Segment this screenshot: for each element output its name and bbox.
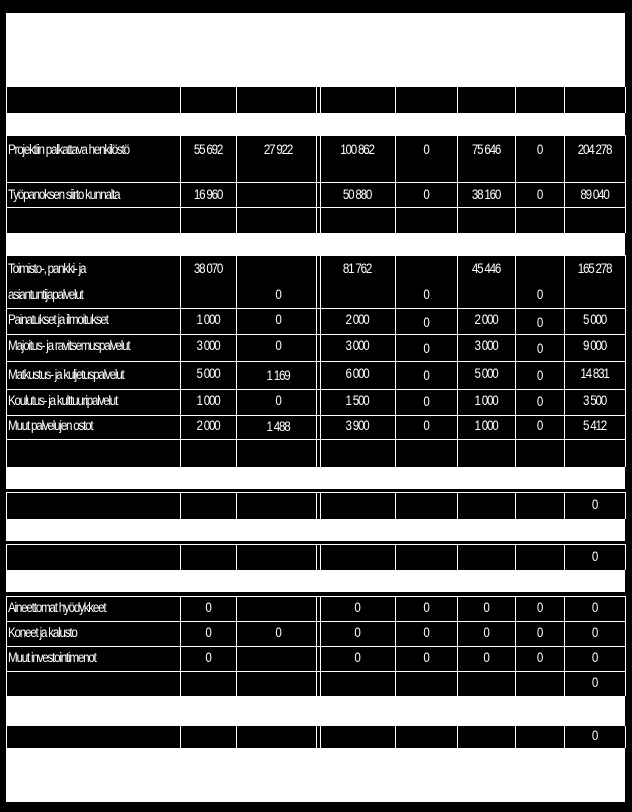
value-cell: 0 [536,341,543,356]
grid-line [236,87,237,113]
grid-line [625,544,626,570]
value-cell: 165 278 [577,261,612,276]
section-band-2 [6,519,625,541]
value-cell: 3 000 [345,338,369,353]
row-label: Projektiin palkattava henkilöstö [8,142,129,157]
value-cell: 38 160 [471,187,501,202]
value-cell: 0 [536,187,543,202]
value-cell: 2 000 [474,312,498,327]
value-cell: 0 [275,625,281,640]
value-cell: 0 [275,287,281,302]
value-cell: 0 [536,625,543,640]
row-label: Painatukset ja ilmoitukset [8,312,108,327]
section-band-1 [6,467,625,489]
value-cell: 1 000 [474,393,498,408]
value-cell: 3 000 [474,338,498,353]
value-cell: 27 922 [263,142,293,157]
section-band-services [6,233,625,255]
value-cell: 0 [483,625,489,640]
value-cell: 0 [591,625,598,640]
grid-line [320,87,321,113]
value-cell: 0 [205,600,211,615]
value-cell: 0 [423,368,429,383]
section-band-investments [6,570,625,592]
grid-line [180,87,181,113]
value-cell: 0 [275,393,281,408]
value-cell: 0 [354,625,360,640]
value-cell: 0 [423,418,429,433]
value-cell: 100 862 [340,142,374,157]
grid-line [625,596,626,696]
value-cell [242,650,314,671]
value-cell: 0 [591,650,598,665]
row-accommodation [6,335,625,361]
value-cell: 16 960 [193,187,223,202]
value-cell: 0 [591,549,598,564]
grid-line [625,135,626,233]
value-cell: 0 [423,142,429,157]
value-cell: 9 000 [582,338,607,353]
value-cell: 38 070 [193,261,223,276]
value-cell: 1 000 [474,418,498,433]
value-cell: 81 762 [342,261,372,276]
row-label-line1: Toimisto-, pankki- ja [8,261,86,276]
header-blank-area [6,13,625,87]
grid-line [316,87,317,113]
value-cell: 55 692 [193,142,223,157]
value-cell: 0 [423,394,429,409]
value-cell: 0 [591,600,598,615]
row-municipal-labour [6,183,625,207]
value-cell: 0 [423,650,429,665]
value-cell: 0 [354,600,360,615]
grid-line [625,255,626,467]
value-cell: 0 [483,650,489,665]
section-band-personnel [6,113,625,135]
value-cell: 75 646 [471,142,501,157]
value-cell: 1 488 [266,419,290,434]
value-cell: 5 000 [196,366,220,381]
row-subtotal-1 [6,493,625,519]
value-cell: 0 [423,625,429,640]
row-label: Muut investointimenot [8,650,96,665]
row-training [6,390,625,415]
value-cell: 5 000 [582,312,607,327]
row-other-services [6,416,625,439]
row-label: Työpanoksen siirto kunnalta [8,187,120,202]
value-cell: 3 900 [345,418,369,433]
grid-line [564,87,565,113]
value-cell: 0 [536,368,543,383]
value-cell: 14 831 [580,366,609,381]
row-subtotal-2 [6,545,625,570]
value-cell: 0 [205,625,211,640]
value-cell: 3 500 [582,393,607,408]
value-cell: 0 [423,341,429,356]
value-cell: 0 [536,315,543,330]
value-cell: 0 [591,497,598,512]
row-grand-total [6,726,625,748]
row-label: Koneet ja kalusto [8,625,77,640]
row-label: Muut palvelujen ostot [8,418,93,433]
value-cell: 0 [591,728,598,743]
row-label-line2: asiantuntijapalvelut [8,287,83,302]
value-cell: 3 000 [196,338,220,353]
value-cell: 0 [536,600,543,615]
value-cell: 5 412 [582,418,607,433]
value-cell: 0 [483,600,489,615]
row-investments-total [6,672,625,696]
value-cell: 45 446 [471,261,501,276]
row-printing [6,309,625,334]
row-label: Matkustus- ja kuljetuspalvelut [8,367,124,382]
row-label: Majoitus- ja ravitsemuspalvelut [8,338,130,353]
value-cell: 0 [536,287,543,302]
footer-blank-area [6,748,625,802]
value-cell: 0 [354,650,360,665]
row-other-investments [6,647,625,671]
value-cell [242,187,314,207]
grid-line [395,87,396,113]
value-cell: 0 [423,287,429,302]
grid-line [515,87,516,113]
value-cell: 0 [275,312,281,327]
value-cell: 1 000 [196,393,220,408]
grid-line [457,87,458,113]
value-cell: 0 [536,650,543,665]
value-cell: 0 [423,187,429,202]
row-label: Koulutus- ja kulttuuripalvelut [8,393,118,408]
row-travel [6,362,625,389]
grid-line [625,726,626,748]
value-cell: 0 [591,675,598,690]
value-cell: 0 [205,650,211,665]
value-cell: 0 [423,315,429,330]
grid-line [625,492,626,519]
row-label: Aineettomat hyödykkeet [8,600,106,615]
section-band-3 [6,696,625,726]
value-cell [242,600,314,621]
value-cell: 1 000 [196,312,220,327]
value-cell: 5 000 [474,366,498,381]
value-cell: 2 000 [345,312,369,327]
value-cell: 0 [536,394,543,409]
row-machinery [6,622,625,646]
value-cell: 204 278 [577,142,612,157]
value-cell: 89 040 [580,187,609,202]
row-office-services [6,256,625,308]
value-cell: 50 880 [342,187,372,202]
value-cell: 0 [536,418,543,433]
value-cell: 0 [423,600,429,615]
grid-line [6,87,7,113]
value-cell: 6 000 [345,366,369,381]
value-cell: 2 000 [196,418,220,433]
row-personnel-staff [6,136,625,182]
value-cell: 0 [275,338,281,353]
value-cell: 1 169 [266,368,290,383]
grid-line [625,87,626,113]
row-intangibles [6,597,625,621]
value-cell: 1 500 [345,393,369,408]
value-cell: 0 [536,142,543,157]
